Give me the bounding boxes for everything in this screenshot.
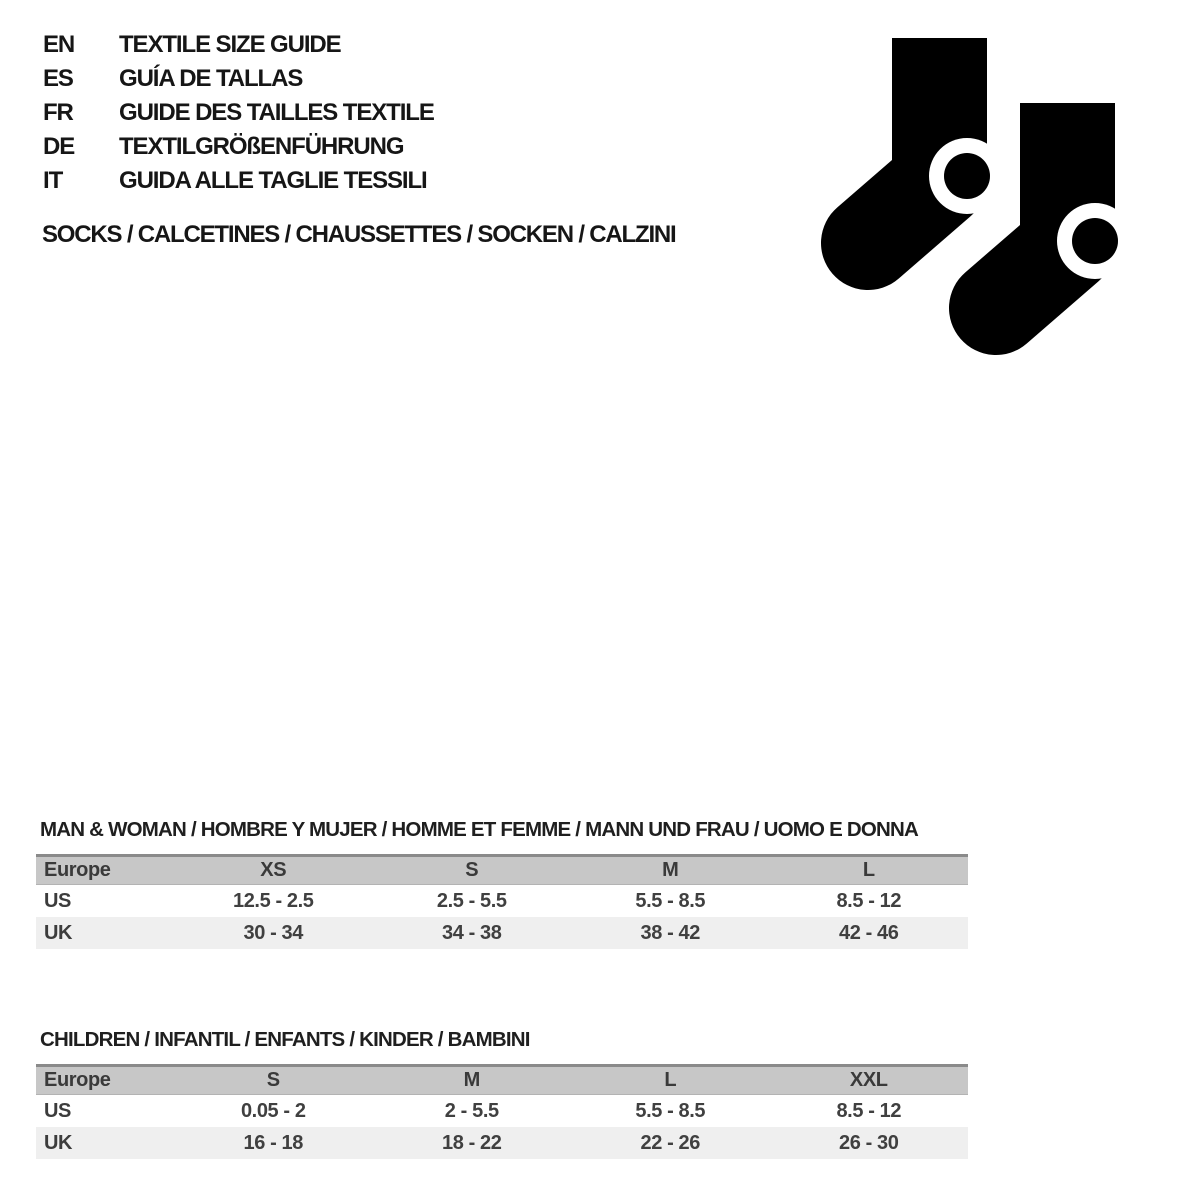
- table-title-man-woman: MAN & WOMAN / HOMBRE Y MUJER / HOMME ET FEMME / MANN UND FRAU / UOMO E DONNA: [40, 818, 919, 841]
- language-row-fr: [43, 96, 434, 130]
- table-row-us: [36, 1095, 968, 1127]
- size-cell: 16 - 18: [243, 1131, 303, 1154]
- row-label-us: US: [44, 1099, 71, 1122]
- language-code-fr: FR: [43, 99, 73, 126]
- col-header-l: L: [862, 859, 875, 881]
- table-section-man-woman: [36, 820, 968, 949]
- size-cell: 26 - 30: [839, 1131, 899, 1154]
- size-cell: 2.5 - 5.5: [436, 889, 507, 912]
- row-label-uk: UK: [44, 1131, 73, 1154]
- table-section-children: [36, 1030, 968, 1159]
- row-label-us: US: [44, 889, 71, 912]
- table-header-row: [36, 1064, 968, 1095]
- size-cell: 42 - 46: [839, 921, 899, 944]
- size-cell: 30 - 34: [243, 921, 303, 944]
- language-title-block: [43, 28, 434, 198]
- size-table-man-woman: [36, 854, 968, 949]
- table-row-uk: [36, 917, 968, 949]
- socks-icon: [810, 28, 1140, 363]
- size-cell: 12.5 - 2.5: [232, 889, 314, 912]
- col-header-europe: Europe: [44, 1069, 111, 1091]
- language-row-it: [43, 164, 434, 198]
- row-label-uk: UK: [44, 921, 73, 944]
- language-row-en: [43, 28, 434, 62]
- size-cell: 2 - 5.5: [444, 1099, 499, 1122]
- language-label-fr: GUIDE DES TAILLES TEXTILE: [119, 99, 434, 126]
- col-header-m: M: [662, 859, 679, 881]
- category-line: SOCKS / CALCETINES / CHAUSSETTES / SOCKEN / CALZINI: [42, 221, 676, 248]
- table-header-row: [36, 854, 968, 885]
- language-code-en: EN: [43, 31, 75, 58]
- size-cell: 22 - 26: [640, 1131, 700, 1154]
- language-code-de: DE: [43, 133, 75, 160]
- col-header-m: M: [463, 1069, 480, 1091]
- sock-right: [996, 103, 1133, 308]
- table-row-uk: [36, 1127, 968, 1159]
- col-header-xxl: XXL: [849, 1069, 888, 1091]
- size-cell: 0.05 - 2: [240, 1099, 306, 1122]
- language-code-es: ES: [43, 65, 73, 92]
- size-cell: 5.5 - 8.5: [635, 1099, 706, 1122]
- size-cell: 18 - 22: [442, 1131, 502, 1154]
- language-label-en: TEXTILE SIZE GUIDE: [119, 31, 341, 58]
- language-code-it: IT: [43, 167, 63, 194]
- size-cell: 38 - 42: [640, 921, 700, 944]
- col-header-europe: Europe: [44, 859, 111, 881]
- table-title-children: CHILDREN / INFANTIL / ENFANTS / KINDER / BAMBINI: [40, 1028, 530, 1051]
- col-header-l: L: [664, 1069, 677, 1091]
- size-cell: 8.5 - 12: [836, 889, 902, 912]
- language-label-it: GUIDA ALLE TAGLIE TESSILI: [119, 167, 427, 194]
- size-cell: 5.5 - 8.5: [635, 889, 706, 912]
- language-row-es: [43, 62, 434, 96]
- size-cell: 34 - 38: [442, 921, 502, 944]
- language-label-es: GUÍA DE TALLAS: [119, 65, 303, 92]
- sock-left: [868, 38, 1005, 243]
- col-header-s: S: [266, 1069, 280, 1091]
- language-label-de: TEXTILGRÖßENFÜHRUNG: [119, 133, 404, 160]
- size-table-children: [36, 1064, 968, 1159]
- table-row-us: [36, 885, 968, 917]
- size-cell: 8.5 - 12: [836, 1099, 902, 1122]
- col-header-s: S: [465, 859, 479, 881]
- language-row-de: [43, 130, 434, 164]
- col-header-xs: XS: [260, 859, 287, 881]
